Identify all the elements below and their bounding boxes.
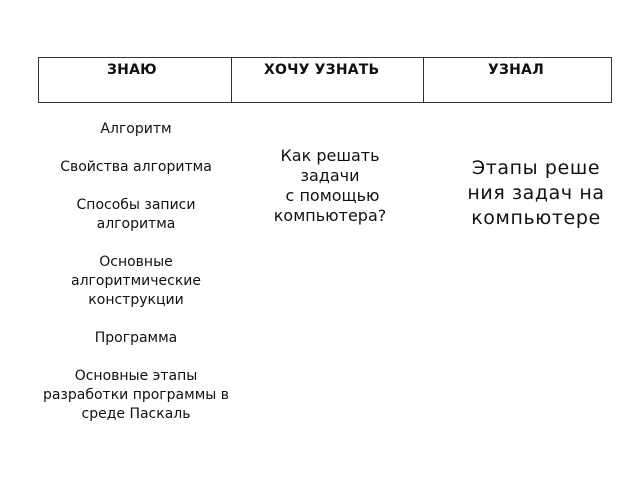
know-column <box>38 120 234 424</box>
header-cell-learned <box>423 58 611 102</box>
want-line-1: Как решать задачи <box>280 146 380 185</box>
know-item-algorithm: Алгоритм <box>100 121 172 137</box>
learned-text: Этапы решения задач на компьютере <box>467 157 605 229</box>
kwl-header-table <box>38 57 612 103</box>
header-know-label: ЗНАЮ <box>107 62 157 78</box>
want-to-know-text <box>250 146 410 226</box>
header-cell-know <box>39 58 231 102</box>
header-want-label: ХОЧУ УЗНАТЬ <box>264 62 380 78</box>
want-line-2: с помощью компьютера? <box>273 186 387 225</box>
know-item-notation: Способы записи алгоритма <box>76 197 196 232</box>
header-cell-want-to-know <box>231 58 423 102</box>
know-item-properties: Свойства алгоритма <box>60 159 212 175</box>
know-item-stages: Основные этапы разработки программы в среде Паскаль <box>42 368 230 422</box>
header-learned-label: УЗНАЛ <box>488 62 544 78</box>
know-item-program: Программа <box>94 330 178 346</box>
know-item-constructs: Основные алгоритмические конструкции <box>71 254 201 308</box>
